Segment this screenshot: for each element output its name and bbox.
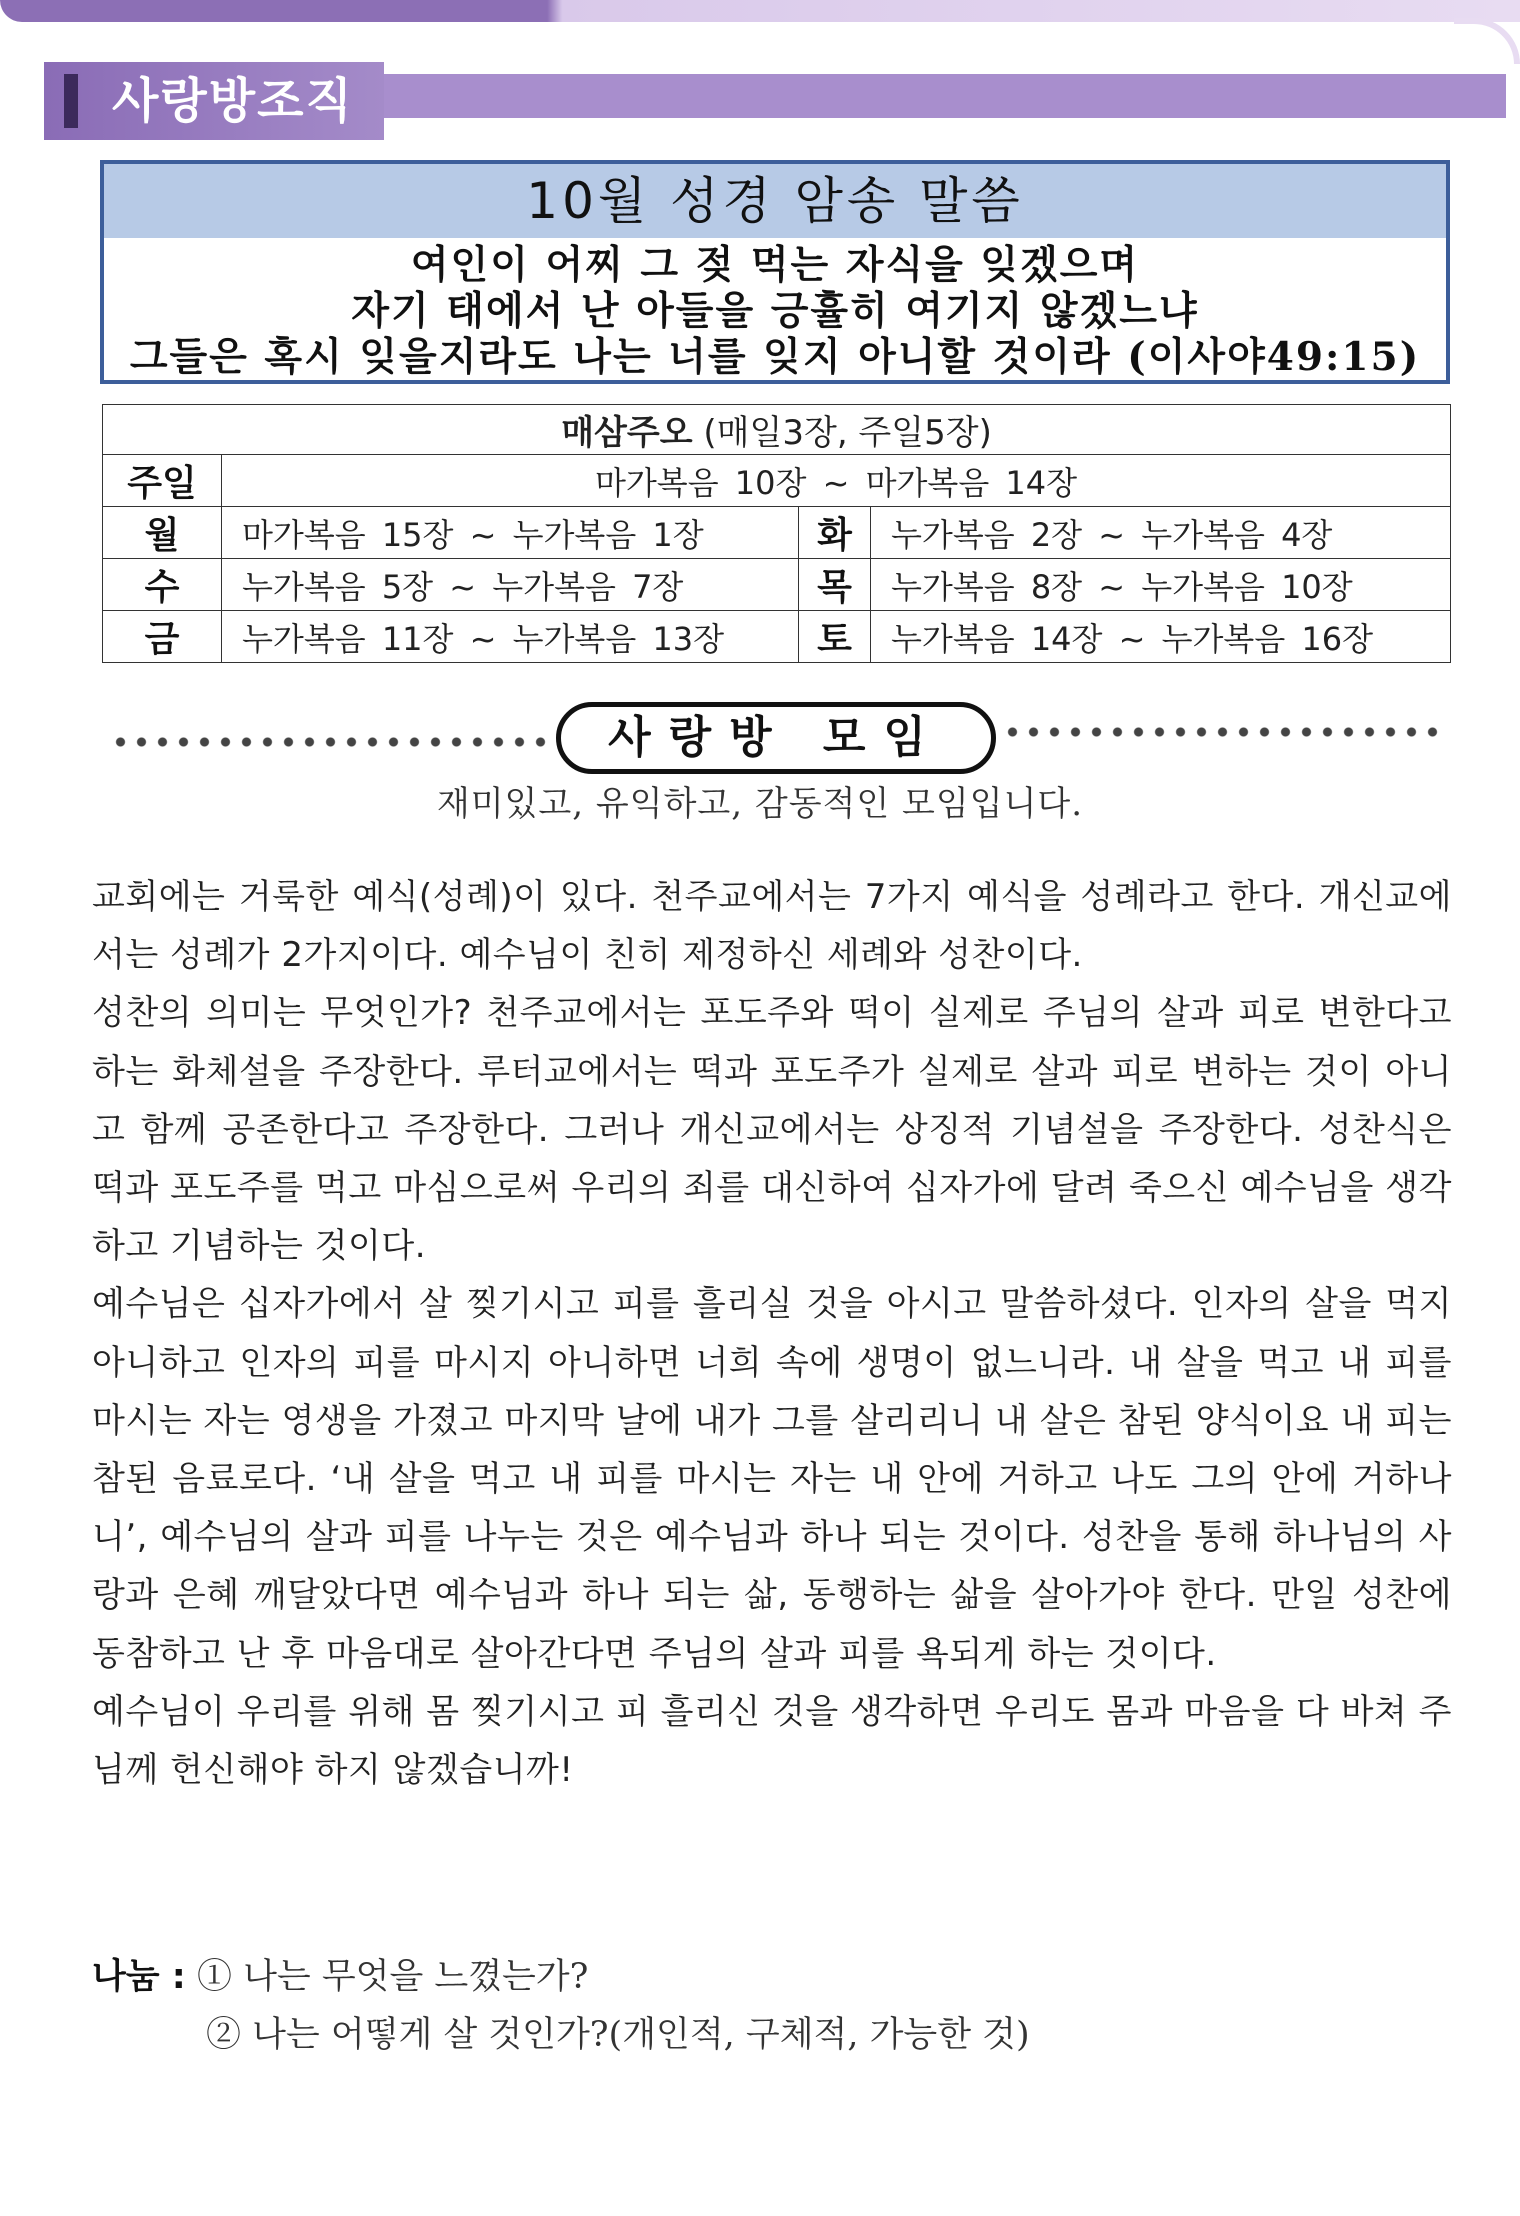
section-header bbox=[44, 62, 1506, 140]
reading-row-sunday bbox=[103, 455, 1451, 507]
reading-range: 마가복음 10장 ~ 마가복음 14장 bbox=[222, 455, 1451, 507]
day-label: 금 bbox=[103, 611, 222, 663]
article-paragraph: 교회에는 거룩한 예식(성례)이 있다. 천주교에서는 7가지 예식을 성례라고 한다. 개신교에서는 성례가 2가지이다. 예수님이 친히 제정하신 세례와 성찬이다. bbox=[92, 877, 1452, 976]
article-paragraph: 성찬의 의미는 무엇인가? 천주교에서는 포도주와 떡이 실제로 주님의 살과 피로 변한다고 하는 화체설을 주장한다. 루터교에서는 떡과 포도주가 실제로 살과 피로 변하는 것이 아니고 함께 공존한다고 주장한다. 그러나 개신교에서는 상징적 기념설을 주장한다. 성찬식은 떡과 포도주를 먹고 마심으로써 우리의 죄를 대신하여 십자가에 달려 죽으신 예수님을 생각하고 기념하는 것이다. bbox=[92, 993, 1452, 1267]
reading-plan-title bbox=[103, 405, 1451, 455]
sharing-label: 나눔 : bbox=[92, 1957, 186, 1997]
section-header-band bbox=[384, 74, 1506, 118]
memory-verse-box bbox=[100, 160, 1450, 384]
reading-range: 누가복음 11장 ~ 누가복음 13장 bbox=[222, 611, 799, 663]
day-label: 월 bbox=[103, 507, 222, 559]
day-label: 화 bbox=[799, 507, 871, 559]
meeting-title: 사랑방 모임 bbox=[556, 702, 996, 774]
reading-range: 누가복음 5장 ~ 누가복음 7장 bbox=[222, 559, 799, 611]
reading-row bbox=[103, 559, 1451, 611]
top-decoration-bar bbox=[0, 0, 1520, 22]
reading-range: 마가복음 15장 ~ 누가복음 1장 bbox=[222, 507, 799, 559]
sharing-question: ② 나는 어떻게 살 것인가?(개인적, 구체적, 가능한 것) bbox=[206, 2015, 1030, 2055]
reading-row bbox=[103, 611, 1451, 663]
dotted-divider-left bbox=[110, 736, 546, 748]
dotted-divider-right bbox=[1002, 726, 1440, 738]
verse-line: 자기 태에서 난 아들을 긍휼히 여기지 않겠느냐 bbox=[351, 288, 1199, 334]
meeting-heading bbox=[110, 700, 1440, 780]
article-paragraph: 예수님이 우리를 위해 몸 찢기시고 피 흘리신 것을 생각하면 우리도 몸과 마음을 다 바쳐 주님께 헌신해야 하지 않겠습니까! bbox=[92, 1691, 1452, 1791]
reading-range: 누가복음 14장 ~ 누가복음 16장 bbox=[871, 611, 1451, 663]
day-label: 목 bbox=[799, 559, 871, 611]
meeting-subtitle: 재미있고, 유익하고, 감동적인 모임입니다. bbox=[436, 784, 1084, 824]
bible-reading-table bbox=[102, 404, 1451, 663]
sharing-line-1 bbox=[92, 1948, 1452, 2006]
sharing-questions bbox=[92, 1948, 1452, 2064]
section-title: 사랑방조직 bbox=[112, 73, 354, 129]
reading-row bbox=[103, 507, 1451, 559]
article-paragraph: 예수님은 십자가에서 살 찢기시고 피를 흘리실 것을 아시고 말씀하셨다. 인자의 살을 먹지 아니하고 인자의 피를 마시지 아니하면 너희 속에 생명이 없느니라. 내 살을 먹고 내 피를 마시는 자는 영생을 가졌고 마지막 날에 내가 그를 살리리니 내 살은 참된 양식이요 내 피는 참된 음료로다. ‘내 살을 먹고 내 피를 마시는 자는 내 안에 거하고 나도 그의 안에 거하나니’, 예수님의 살과 피를 나누는 것은 예수님과 하나 되는 것이다. 성찬을 통해 하나님의 사랑과 은혜 깨달았다면 예수님과 하나 되는 삶, 동행하는 삶을 살아가야 한다. 만일 성찬에 동참하고 난 후 마음대로 살아간다면 주님의 살과 피를 욕되게 하는 것이다. bbox=[92, 1284, 1452, 1674]
reading-plan-title-rest: (매일3장, 주일5장) bbox=[692, 413, 992, 453]
section-marker bbox=[64, 74, 78, 128]
reading-range: 누가복음 8장 ~ 누가복음 10장 bbox=[871, 559, 1451, 611]
day-label: 수 bbox=[103, 559, 222, 611]
reading-range: 누가복음 2장 ~ 누가복음 4장 bbox=[871, 507, 1451, 559]
verse-line: 그들은 혹시 잊을지라도 나는 너를 잊지 아니할 것이라 (이사야49:15) bbox=[129, 334, 1421, 380]
sharing-question: ① 나는 무엇을 느꼈는가? bbox=[196, 1957, 589, 1997]
reading-plan-title-bold: 매삼주오 bbox=[561, 413, 693, 453]
verse-line: 여인이 어찌 그 젖 먹는 자식을 잊겠으며 bbox=[410, 242, 1140, 288]
day-label: 주일 bbox=[103, 455, 222, 507]
memory-verse-title: 10월 성경 암송 말씀 bbox=[104, 164, 1446, 238]
day-label: 토 bbox=[799, 611, 871, 663]
article-body bbox=[92, 868, 1452, 1799]
memory-verse-text bbox=[104, 238, 1446, 380]
reading-table-header bbox=[103, 405, 1451, 455]
